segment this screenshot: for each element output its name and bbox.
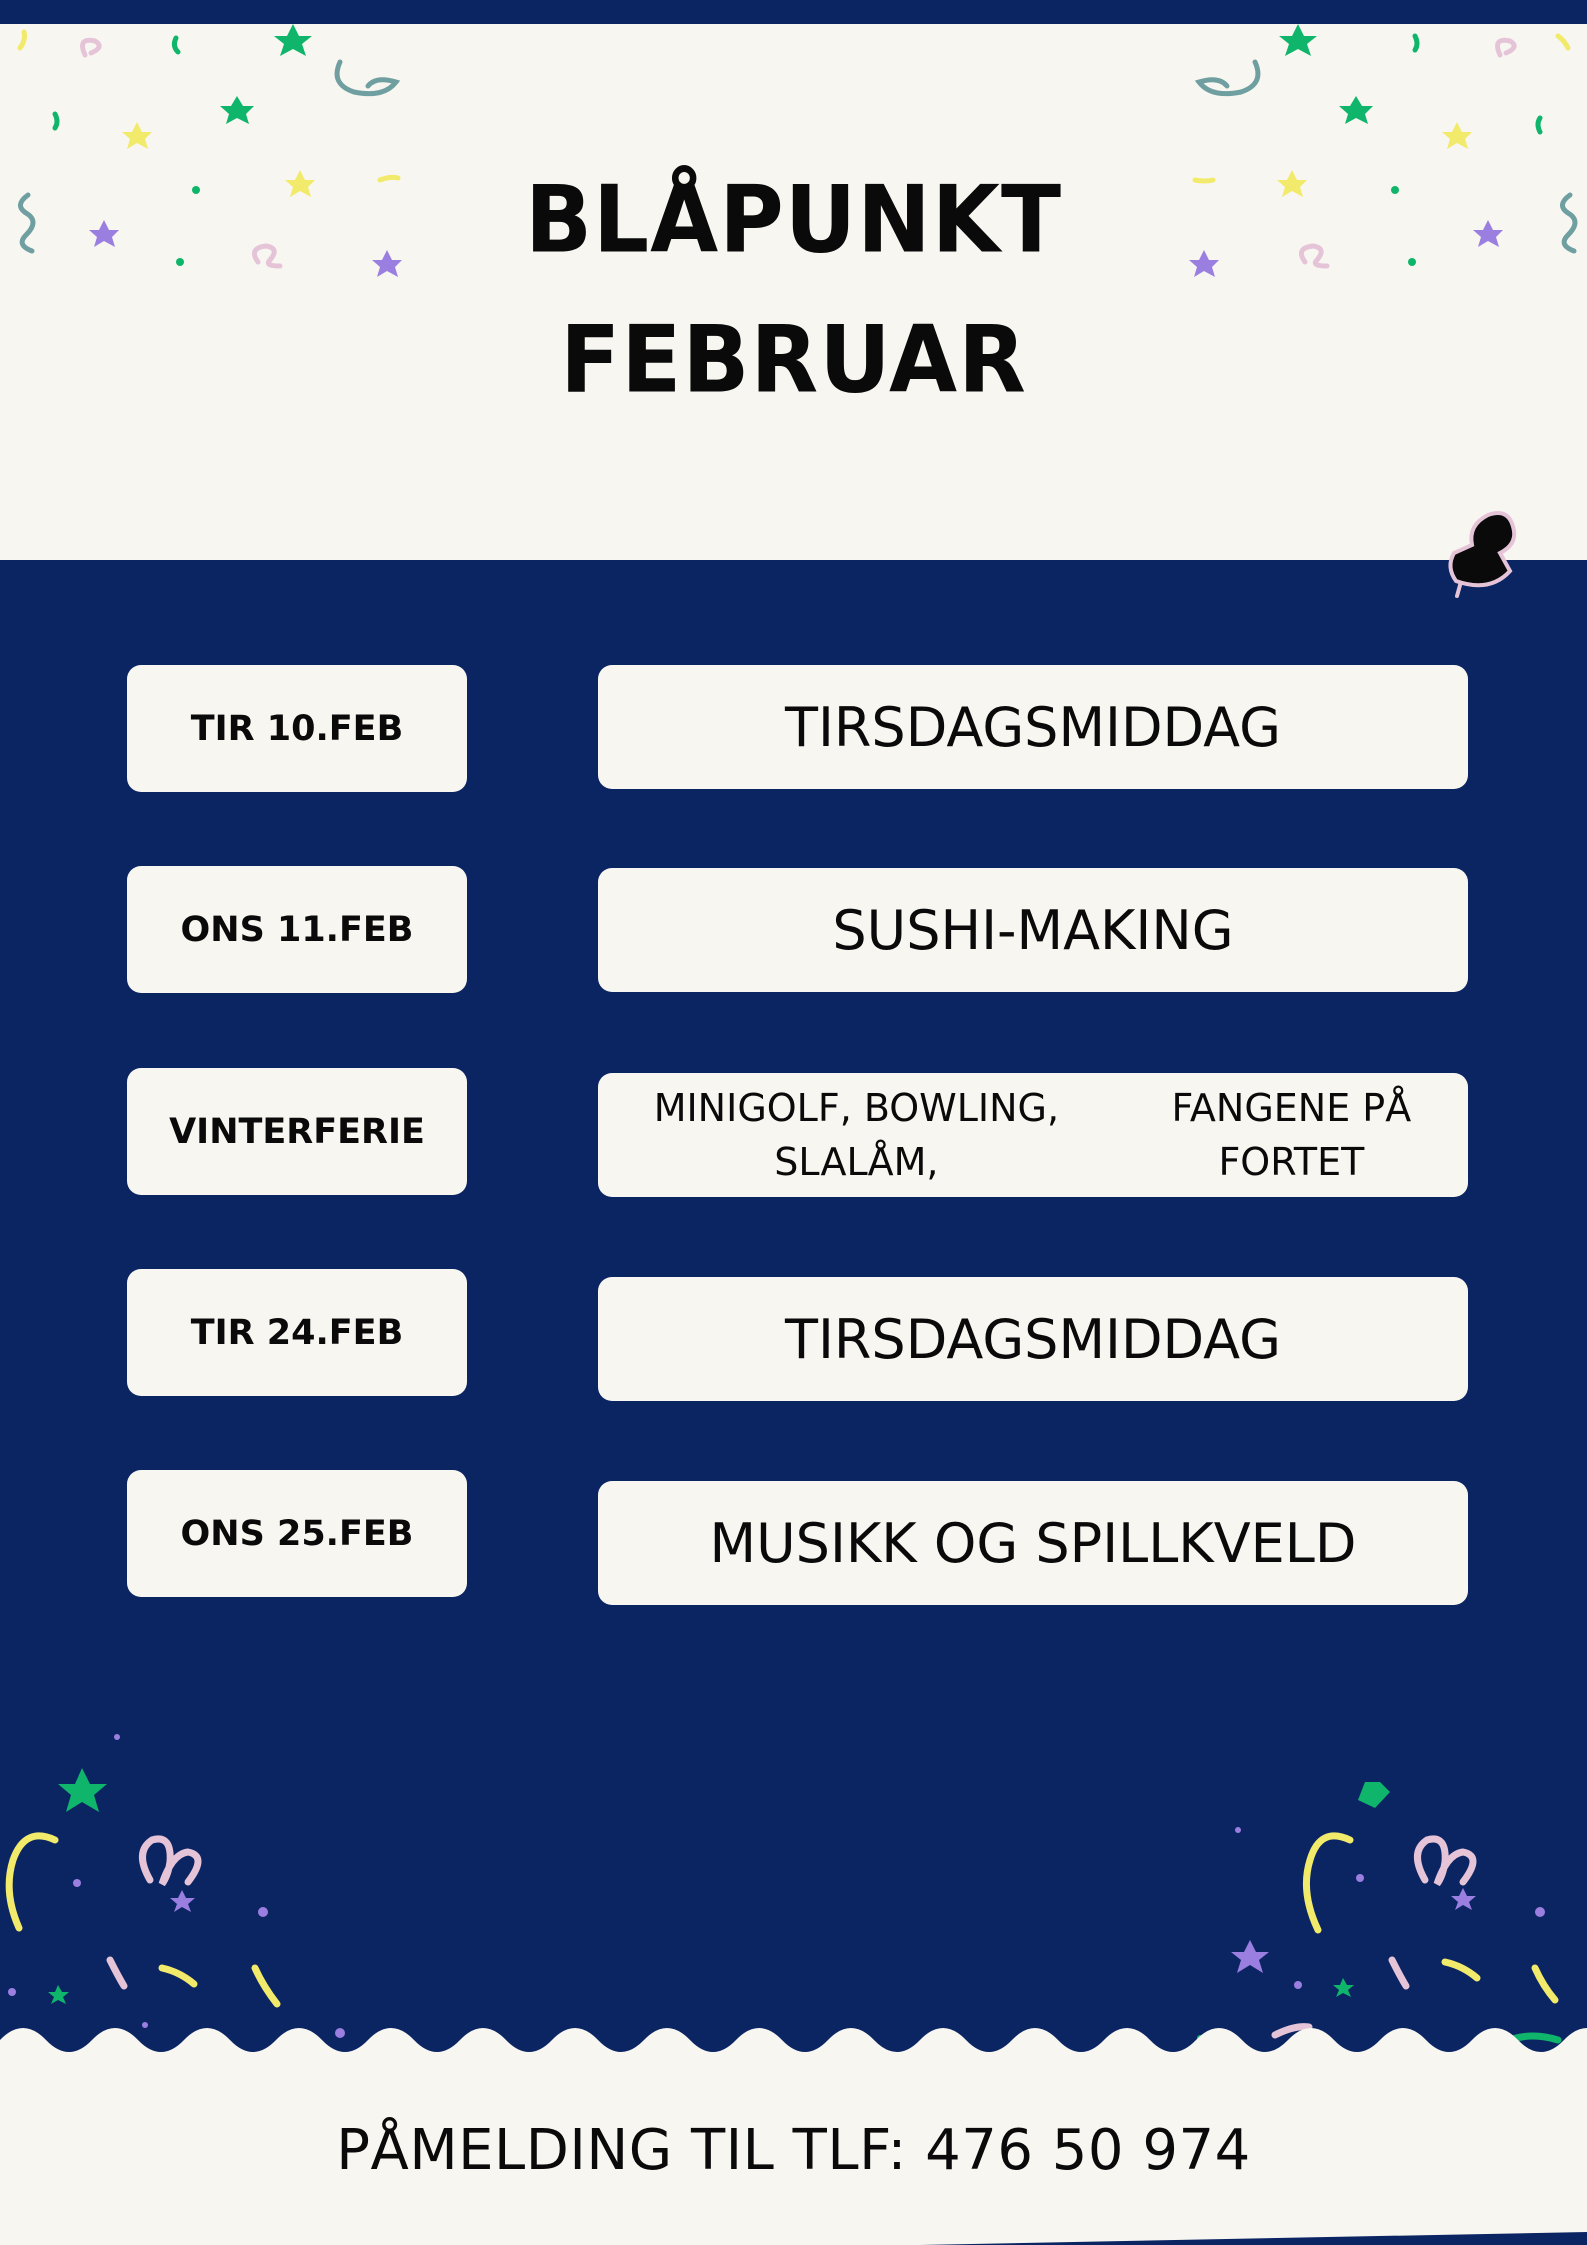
event-title-3-line-2: FANGENE PÅ FORTET bbox=[1171, 1086, 1412, 1184]
event-date-2: ONS 11.FEB bbox=[127, 866, 467, 993]
registration-contact: PÅMELDING TIL TLF: 476 50 974 bbox=[336, 2118, 1251, 2183]
event-title-5: MUSIKK OG SPILLKVELD bbox=[598, 1481, 1468, 1605]
event-date-3: VINTERFERIE bbox=[127, 1068, 467, 1195]
event-date-4: TIR 24.FEB bbox=[127, 1269, 467, 1396]
event-title-4: TIRSDAGSMIDDAG bbox=[598, 1277, 1468, 1401]
event-date-1: TIR 10.FEB bbox=[127, 665, 467, 792]
event-title-2: SUSHI-MAKING bbox=[598, 868, 1468, 992]
title-line-1: BLÅPUNKT bbox=[524, 165, 1063, 274]
event-title-3 bbox=[598, 1073, 1468, 1197]
event-title-3-line-1: MINIGOLF, BOWLING, SLALÅM, bbox=[653, 1086, 1060, 1184]
event-date-5: ONS 25.FEB bbox=[127, 1470, 467, 1597]
event-title-1: TIRSDAGSMIDDAG bbox=[598, 665, 1468, 789]
pushpin-icon bbox=[1450, 513, 1514, 596]
title-line-2: FEBRUAR bbox=[560, 305, 1027, 414]
